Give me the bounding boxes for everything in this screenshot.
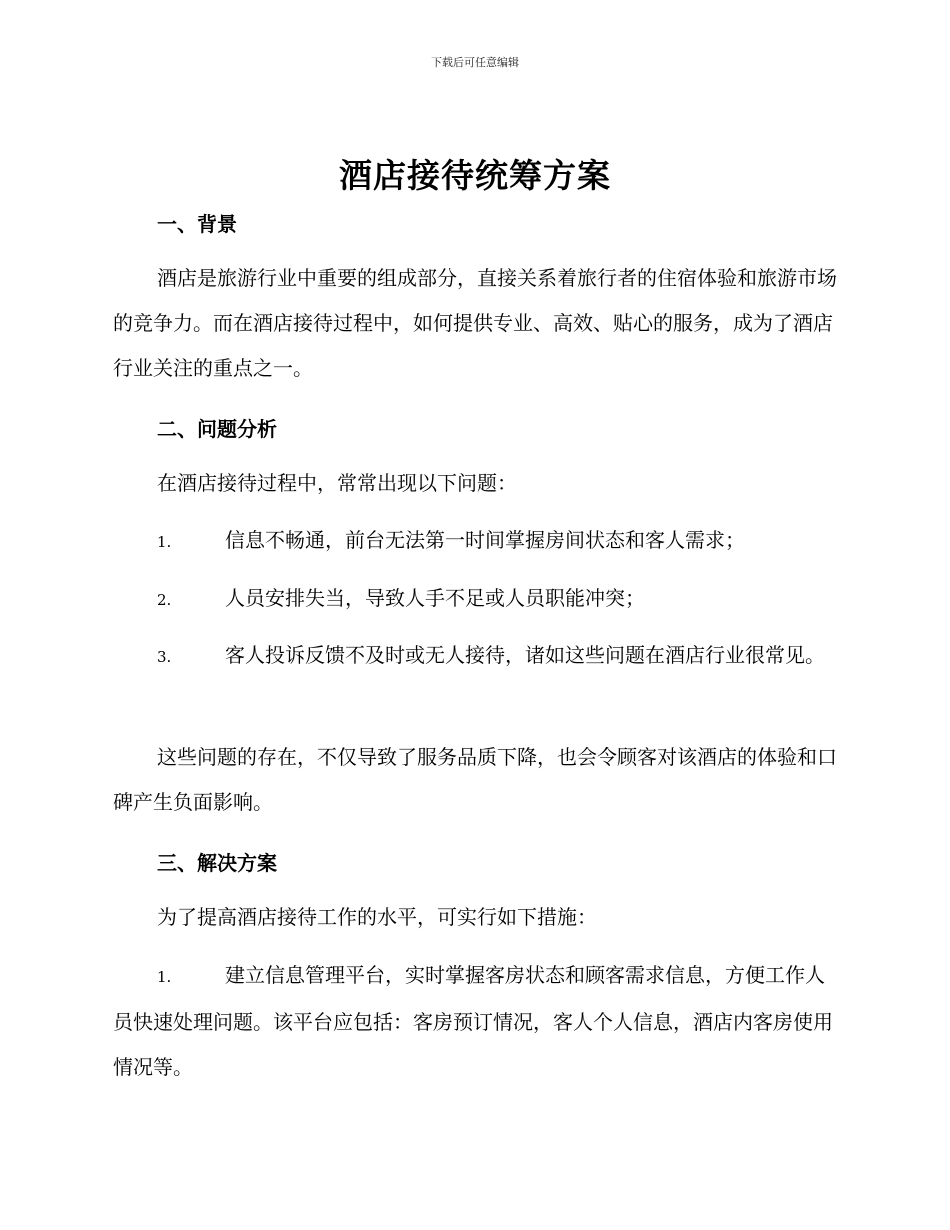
list-item-text: 人员安排失当，导致人手不足或人员职能冲突； — [225, 586, 645, 610]
list-item — [113, 633, 837, 680]
section-heading-analysis: 二、问题分析 — [157, 417, 277, 441]
list-item-number: 3. — [157, 648, 172, 666]
header-note: 下载后可任意编辑 — [431, 56, 519, 69]
list-item — [113, 576, 837, 623]
analysis-conclusion: 这些问题的存在，不仅导致了服务品质下降，也会令顾客对该酒店的体验和口碑产生负面影响。 — [113, 745, 837, 814]
document-title: 酒店接待统筹方案 — [339, 156, 611, 195]
section-heading-background: 一、背景 — [157, 212, 237, 236]
list-item-number: 1. — [157, 968, 172, 986]
list-item-number: 2. — [157, 591, 172, 609]
list-item-text: 建立信息管理平台，实时掌握客房状态和顾客需求信息，方便工作人员快速处理问题。该平台应包括：客房预订情况，客人个人信息，酒店内客房使用情况等。 — [113, 963, 833, 1079]
list-item — [113, 953, 837, 1090]
list-item — [113, 518, 837, 565]
list-item-number: 1. — [157, 533, 172, 551]
solution-intro: 为了提高酒店接待工作的水平，可实行如下措施： — [157, 905, 597, 929]
background-paragraph: 酒店是旅游行业中重要的组成部分，直接关系着旅行者的住宿体验和旅游市场的竞争力。而在酒店接待过程中，如何提供专业、高效、贴心的服务，成为了酒店行业关注的重点之一。 — [113, 266, 837, 380]
analysis-intro: 在酒店接待过程中，常常出现以下问题： — [157, 471, 517, 495]
list-item-text: 客人投诉反馈不及时或无人接待，诸如这些问题在酒店行业很常见。 — [225, 643, 825, 667]
section-heading-solution: 三、解决方案 — [157, 851, 277, 875]
list-item-text: 信息不畅通，前台无法第一时间掌握房间状态和客人需求； — [225, 528, 745, 552]
